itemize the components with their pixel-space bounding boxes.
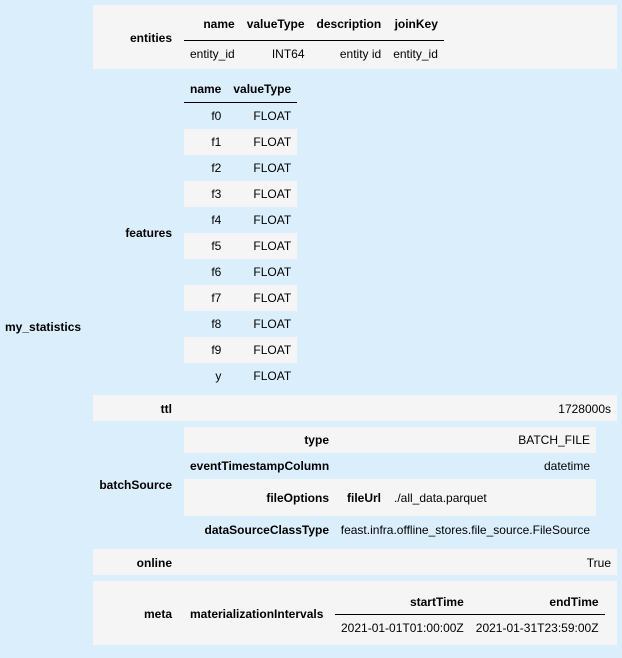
dsct-key: dataSourceClassType: [204, 523, 329, 537]
table-row: [184, 181, 297, 207]
table-row: [184, 259, 297, 285]
entities-table: [184, 8, 444, 67]
batchsource-dsct-row: [184, 516, 596, 542]
cell: f7: [184, 285, 227, 311]
meta-key: meta: [143, 607, 172, 621]
features-table: [184, 76, 297, 389]
cell: f1: [184, 129, 227, 155]
materialization-intervals-table: [335, 590, 605, 641]
dsct-value: feast.infra.offline_stores.file_source.FileSource: [340, 523, 590, 537]
cell: FLOAT: [227, 155, 297, 181]
table-row: [184, 155, 297, 181]
table-row: [184, 363, 297, 389]
cell: f4: [184, 207, 227, 233]
entities-header-row: [184, 8, 444, 41]
batchsource-ts-row: [184, 453, 596, 479]
batchsource-type-row: [184, 427, 596, 453]
cell: FLOAT: [227, 337, 297, 363]
ttl-key: ttl: [160, 402, 172, 416]
table-row: [184, 207, 297, 233]
online-key: online: [136, 556, 172, 570]
table-row: [335, 615, 605, 642]
meta-col-endtime: endTime: [470, 590, 605, 615]
cell: FLOAT: [227, 311, 297, 337]
cell: FLOAT: [227, 363, 297, 389]
cell: f9: [184, 337, 227, 363]
online-value: True: [586, 556, 611, 570]
entities-key: entities: [129, 31, 172, 45]
cell: f0: [184, 103, 227, 130]
features-col-name: name: [184, 76, 227, 103]
cell: FLOAT: [227, 181, 297, 207]
cell: INT64: [271, 47, 305, 61]
batchsource-fileoptions-row: [184, 479, 596, 516]
cell: f2: [184, 155, 227, 181]
online-row: [93, 549, 617, 575]
cell: f5: [184, 233, 227, 259]
cell: y: [184, 363, 227, 389]
cell: entity id: [339, 47, 382, 61]
batchsource-key: batchSource: [99, 478, 172, 492]
ts-value: datetime: [543, 459, 590, 473]
fileoptions-key: fileOptions: [266, 491, 329, 505]
entities-col-name: name: [184, 8, 241, 41]
meta-col-starttime: startTime: [335, 590, 470, 615]
cell: 2021-01-31T23:59:00Z: [475, 621, 599, 635]
cell: f8: [184, 311, 227, 337]
entities-col-valuetype: valueType: [241, 8, 311, 41]
type-value: BATCH_FILE: [518, 433, 590, 447]
table-row: [184, 285, 297, 311]
table-row: [184, 41, 444, 68]
table-row: [184, 103, 297, 130]
cell: FLOAT: [227, 207, 297, 233]
features-col-valuetype: valueType: [227, 76, 297, 103]
table-row: [184, 311, 297, 337]
fileurl-key: fileUrl: [347, 491, 382, 505]
cell: FLOAT: [227, 103, 297, 130]
meta-header-row: [335, 590, 605, 615]
cell: entity_id: [393, 47, 438, 61]
ttl-value: 1728000s: [558, 402, 611, 416]
table-row: [184, 337, 297, 363]
entities-col-description: description: [311, 8, 388, 41]
cell: FLOAT: [227, 285, 297, 311]
cell: FLOAT: [227, 233, 297, 259]
cell: 2021-01-01T01:00:00Z: [341, 621, 464, 635]
type-key: type: [304, 433, 329, 447]
materialization-intervals-key: materializationIntervals: [190, 607, 324, 621]
features-key: features: [125, 226, 172, 240]
entities-col-joinkey: joinKey: [387, 8, 444, 41]
cell: FLOAT: [227, 129, 297, 155]
cell: FLOAT: [227, 259, 297, 285]
table-row: [184, 129, 297, 155]
fileurl-value: ./all_data.parquet: [394, 491, 487, 505]
table-row: [184, 233, 297, 259]
features-header-row: [184, 76, 297, 103]
cell: f3: [184, 181, 227, 207]
cell: entity_id: [190, 47, 235, 61]
cell: f6: [184, 259, 227, 285]
root-key-label: my_statistics: [5, 320, 82, 334]
ttl-row: [93, 395, 617, 421]
ts-key: eventTimestampColumn: [190, 459, 330, 473]
